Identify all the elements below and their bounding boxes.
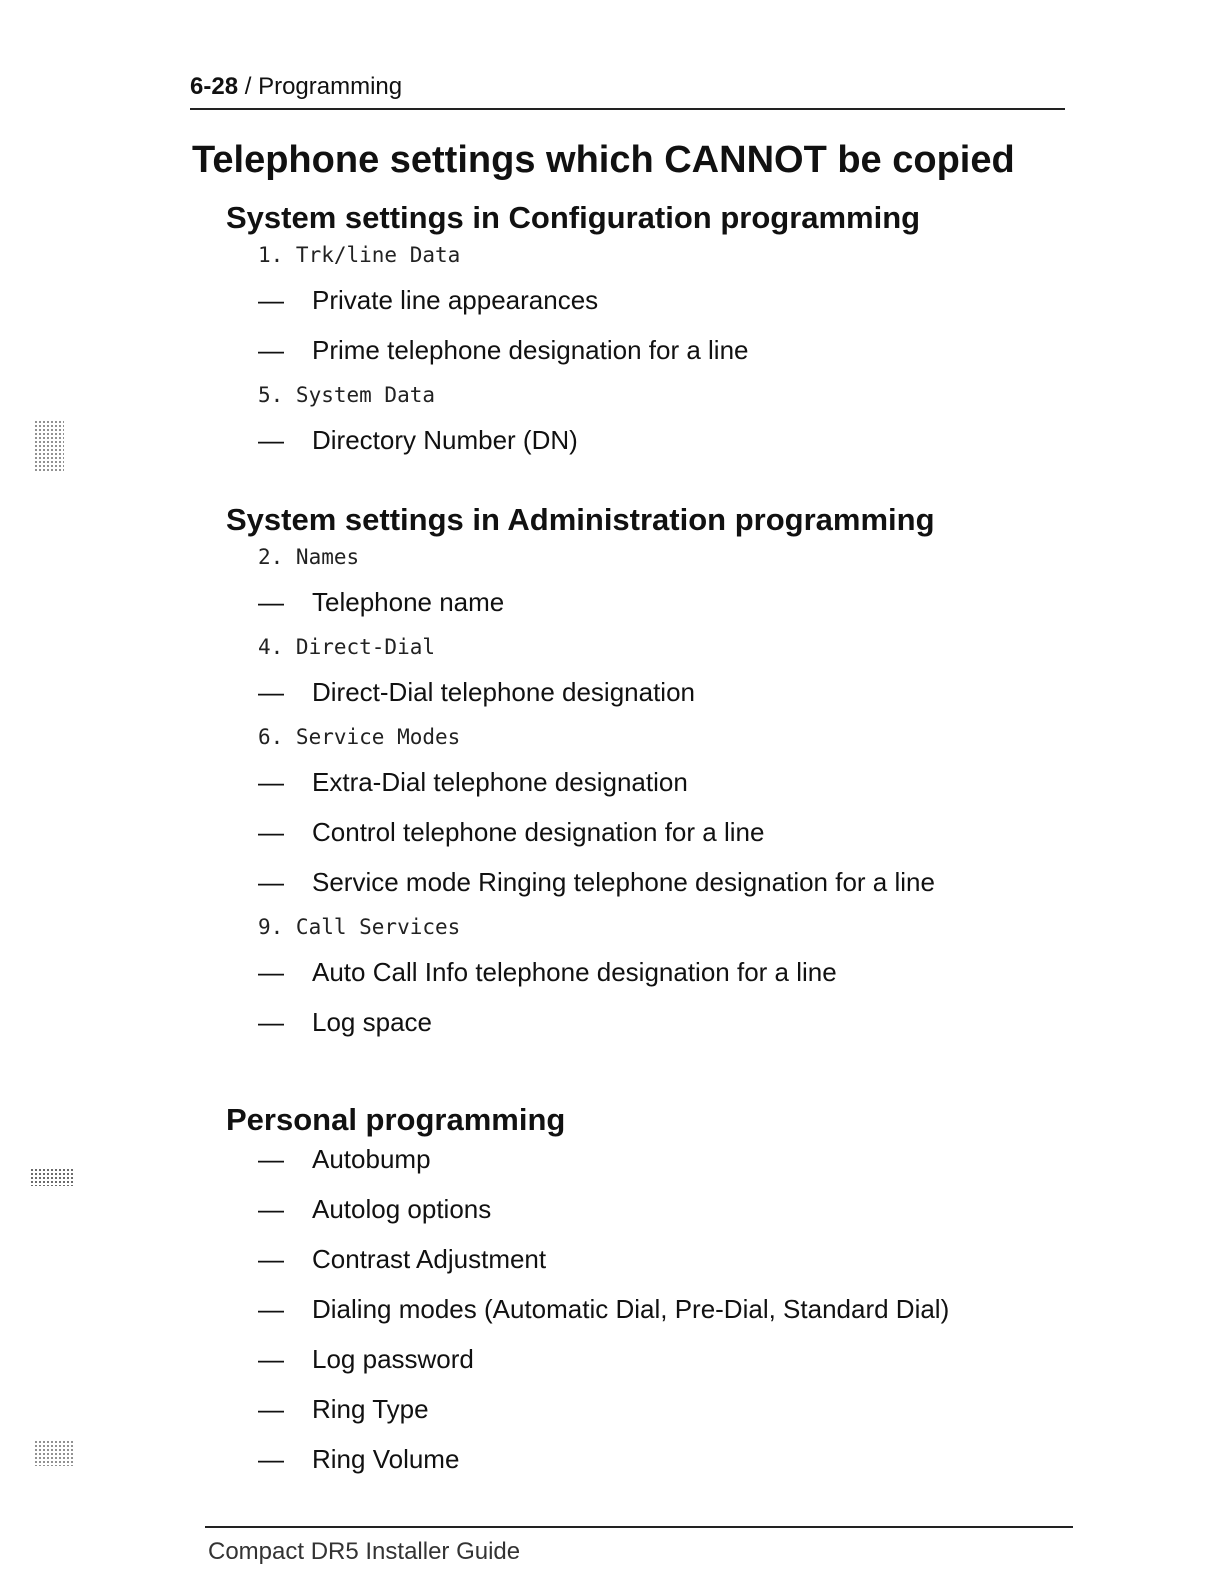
list-item-text: Directory Number (DN) bbox=[312, 424, 578, 455]
dash-bullet: — bbox=[258, 1293, 284, 1324]
dash-bullet: — bbox=[258, 586, 284, 617]
dash-bullet: — bbox=[258, 1343, 284, 1374]
section-administration bbox=[226, 500, 1126, 1047]
list-item bbox=[258, 1234, 1126, 1284]
menu-entry-text: 1. Trk/line Data bbox=[258, 243, 461, 267]
list-item bbox=[258, 997, 1126, 1047]
menu-entry bbox=[258, 907, 1126, 947]
dash-bullet: — bbox=[258, 1143, 284, 1174]
scan-speckle bbox=[34, 420, 64, 472]
header-section: Programming bbox=[258, 73, 403, 100]
dash-bullet: — bbox=[258, 1443, 284, 1474]
list-item bbox=[258, 577, 1126, 627]
list-item bbox=[258, 1384, 1126, 1434]
section-heading: Personal programming bbox=[226, 1102, 566, 1137]
list-item-text: Ring Type bbox=[312, 1393, 429, 1424]
list-item bbox=[258, 947, 1126, 997]
page-title: Telephone settings which CANNOT be copied bbox=[192, 139, 1015, 181]
list-item-text: Autobump bbox=[312, 1143, 431, 1174]
scan-speckle bbox=[34, 1440, 74, 1466]
list-item bbox=[258, 667, 1126, 717]
list-item-text: Autolog options bbox=[312, 1193, 492, 1224]
dash-bullet: — bbox=[258, 866, 284, 897]
menu-entry-text: 2. Names bbox=[258, 545, 360, 569]
menu-entry-text: 9. Call Services bbox=[258, 915, 461, 939]
footer-rule bbox=[205, 1526, 1073, 1528]
dash-bullet: — bbox=[258, 956, 284, 987]
list-item bbox=[258, 1134, 1126, 1184]
header-separator: / bbox=[238, 73, 259, 100]
list-item bbox=[258, 275, 1126, 325]
list-item-text: Auto Call Info telephone designation for a line bbox=[312, 956, 837, 987]
dash-bullet: — bbox=[258, 676, 284, 707]
dash-bullet: — bbox=[258, 284, 284, 315]
list-item-text: Prime telephone designation for a line bbox=[312, 334, 749, 365]
section-configuration bbox=[226, 198, 1126, 465]
dash-bullet: — bbox=[258, 1393, 284, 1424]
list-item-text: Telephone name bbox=[312, 586, 505, 617]
list-item-text: Log space bbox=[312, 1006, 432, 1037]
page-number: 6-28 bbox=[190, 73, 239, 100]
section-heading: System settings in Administration programming bbox=[226, 502, 935, 537]
page-header bbox=[190, 70, 1065, 110]
dash-bullet: — bbox=[258, 1006, 284, 1037]
menu-entry-text: 5. System Data bbox=[258, 383, 436, 407]
scan-speckle bbox=[30, 1168, 74, 1186]
menu-entry bbox=[258, 717, 1126, 757]
dash-bullet: — bbox=[258, 816, 284, 847]
list-item bbox=[258, 757, 1126, 807]
list-item-text: Dialing modes (Automatic Dial, Pre-Dial, Standard Dial) bbox=[312, 1293, 950, 1324]
list-item-text: Contrast Adjustment bbox=[312, 1243, 547, 1274]
section-personal bbox=[226, 1100, 1126, 1484]
list-item bbox=[258, 415, 1126, 465]
list-item-text: Service mode Ringing telephone designation for a line bbox=[312, 866, 935, 897]
list-item bbox=[258, 1334, 1126, 1384]
dash-bullet: — bbox=[258, 1243, 284, 1274]
list-item bbox=[258, 325, 1126, 375]
list-item bbox=[258, 857, 1126, 907]
list-item-text: Log password bbox=[312, 1343, 474, 1374]
list-item-text: Extra-Dial telephone designation bbox=[312, 766, 688, 797]
dash-bullet: — bbox=[258, 424, 284, 455]
menu-entry bbox=[258, 375, 1126, 415]
menu-entry bbox=[258, 235, 1126, 275]
dash-bullet: — bbox=[258, 766, 284, 797]
list-item-text: Direct-Dial telephone designation bbox=[312, 676, 696, 707]
menu-entry-text: 4. Direct-Dial bbox=[258, 635, 436, 659]
section-heading: System settings in Configuration programming bbox=[226, 200, 921, 235]
menu-entry bbox=[258, 537, 1126, 577]
list-item-text: Private line appearances bbox=[312, 284, 599, 315]
dash-bullet: — bbox=[258, 1193, 284, 1224]
menu-entry bbox=[258, 627, 1126, 667]
list-item-text: Control telephone designation for a line bbox=[312, 816, 765, 847]
list-item bbox=[258, 1184, 1126, 1234]
list-item bbox=[258, 1284, 1126, 1334]
footer-text: Compact DR5 Installer Guide bbox=[208, 1538, 521, 1565]
list-item bbox=[258, 1434, 1126, 1484]
list-item-text: Ring Volume bbox=[312, 1443, 460, 1474]
list-item bbox=[258, 807, 1126, 857]
menu-entry-text: 6. Service Modes bbox=[258, 725, 461, 749]
dash-bullet: — bbox=[258, 334, 284, 365]
